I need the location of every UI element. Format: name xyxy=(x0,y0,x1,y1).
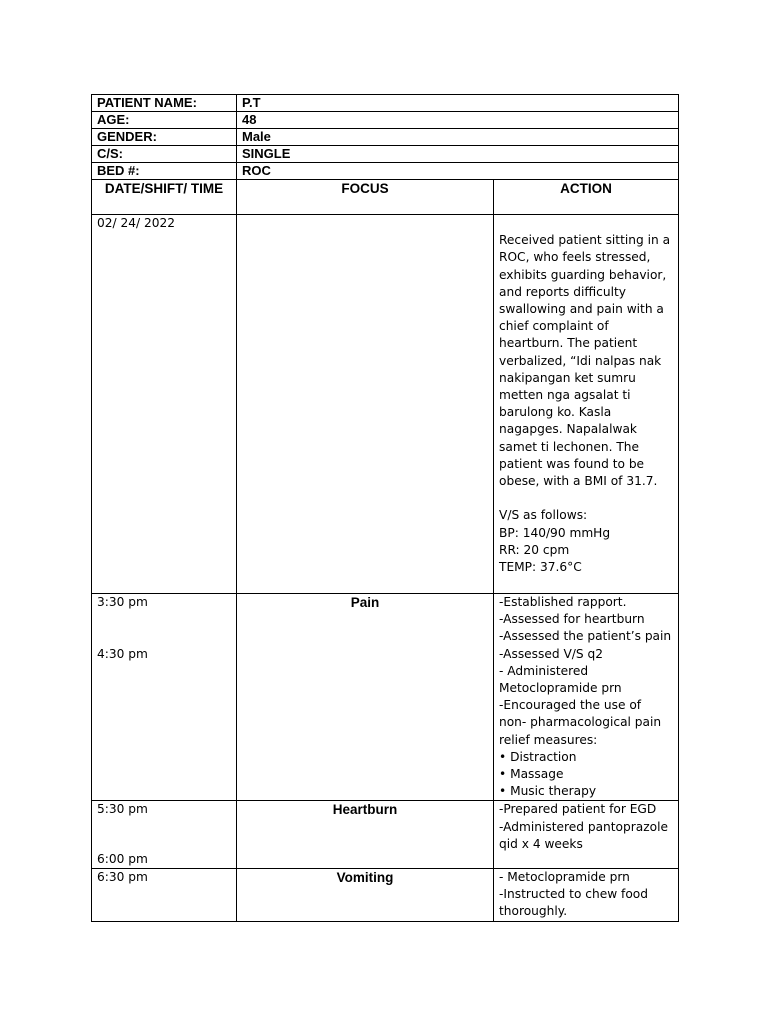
time-cell xyxy=(92,869,237,922)
bed-label: BED #: xyxy=(92,163,237,180)
time-text: 4:30 pm xyxy=(97,646,148,661)
focus-cell xyxy=(237,869,494,922)
focus-text: Heartburn xyxy=(332,802,398,818)
focus-cell xyxy=(237,801,494,869)
action-line: -Prepared patient for EGD xyxy=(499,802,657,817)
focus-cell xyxy=(237,594,494,801)
date-shift-time-header: DATE/SHIFT/ TIME xyxy=(92,180,237,215)
action-cell xyxy=(494,869,679,922)
info-row-age xyxy=(92,112,679,129)
action-cell xyxy=(494,215,679,594)
info-row-civil-status xyxy=(92,146,679,163)
vitals-line: RR: 20 cpm xyxy=(499,542,570,557)
action-line: -Assessed V/S q2 xyxy=(499,646,604,661)
nursing-notes-form xyxy=(91,94,678,922)
action-line: -Assessed for heartburn xyxy=(499,612,645,627)
action-line: barulong ko. Kasla xyxy=(499,405,612,420)
focus-cell xyxy=(237,215,494,594)
action-line: exhibits guarding behavior, xyxy=(499,267,667,282)
action-line: and reports difficulty xyxy=(499,284,626,299)
action-line: nagapges. Napalalwak xyxy=(499,422,637,437)
action-cell xyxy=(494,801,679,869)
time-text: 3:30 pm xyxy=(97,595,148,609)
action-line: metten nga agsalat ti xyxy=(499,388,631,403)
action-line: ROC, who feels stressed, xyxy=(499,250,651,265)
action-line: -Assessed the patient’s pain xyxy=(499,629,672,644)
patient-name-value: P.T xyxy=(237,95,679,112)
note-row-vomiting xyxy=(92,869,679,922)
info-row-patient-name xyxy=(92,95,679,112)
date-cell xyxy=(92,215,237,594)
info-row-bed xyxy=(92,163,679,180)
vitals-line: TEMP: 37.6°C xyxy=(499,560,582,575)
age-value: 48 xyxy=(237,112,679,129)
action-line: verbalized, “Idi nalpas nak xyxy=(499,353,662,368)
action-line: heartburn. The patient xyxy=(499,336,638,351)
action-header: ACTION xyxy=(494,180,679,215)
action-line: relief measures: xyxy=(499,732,598,747)
note-row-heartburn xyxy=(92,801,679,869)
gender-value: Male xyxy=(237,129,679,146)
action-line: samet ti lechonen. The xyxy=(499,439,640,454)
action-line: • Distraction xyxy=(499,749,577,764)
action-line: -Instructed to chew food xyxy=(499,887,648,902)
action-cell xyxy=(494,594,679,801)
action-line: Received patient sitting in a xyxy=(499,233,671,248)
info-row-gender xyxy=(92,129,679,146)
action-line: non- pharmacological pain xyxy=(499,715,662,730)
time-cell xyxy=(92,801,237,869)
action-line: • Massage xyxy=(499,767,564,782)
action-line: thoroughly. xyxy=(499,904,568,919)
action-line: obese, with a BMI of 31.7. xyxy=(499,474,658,489)
time-text: 6:00 pm xyxy=(97,851,148,866)
patient-name-label: PATIENT NAME: xyxy=(92,95,237,112)
vitals-line: V/S as follows: xyxy=(499,508,588,523)
note-row-admission xyxy=(92,215,679,594)
action-line: -Established rapport. xyxy=(499,595,627,609)
action-line: qid x 4 weeks xyxy=(499,836,583,851)
vitals-line: BP: 140/90 mmHg xyxy=(499,525,611,540)
bed-value: ROC xyxy=(237,163,679,180)
age-label: AGE: xyxy=(92,112,237,129)
focus-header: FOCUS xyxy=(237,180,494,215)
column-header-row xyxy=(92,180,679,215)
patient-table xyxy=(91,94,679,922)
action-line: patient was found to be xyxy=(499,456,645,471)
time-text: 6:30 pm xyxy=(97,870,148,885)
action-line: nakipangan ket sumru xyxy=(499,370,636,385)
action-line: chief complaint of xyxy=(499,319,609,334)
action-line: - Metoclopramide prn xyxy=(499,870,630,885)
civil-status-value: SINGLE xyxy=(237,146,679,163)
note-row-pain xyxy=(92,594,679,801)
date-text: 02/ 24/ 2022 xyxy=(97,216,175,230)
action-line: Metoclopramide prn xyxy=(499,681,622,696)
focus-text: Vomiting xyxy=(336,870,394,886)
time-cell xyxy=(92,594,237,801)
action-line: -Encouraged the use of xyxy=(499,698,642,713)
action-line: -Administered pantoprazole xyxy=(499,819,668,834)
time-text: 5:30 pm xyxy=(97,802,148,817)
focus-text: Pain xyxy=(350,595,380,610)
gender-label: GENDER: xyxy=(92,129,237,146)
action-line: swallowing and pain with a xyxy=(499,302,664,316)
action-line: - Administered xyxy=(499,663,589,678)
action-line: • Music therapy xyxy=(499,784,597,799)
civil-status-label: C/S: xyxy=(92,146,237,163)
